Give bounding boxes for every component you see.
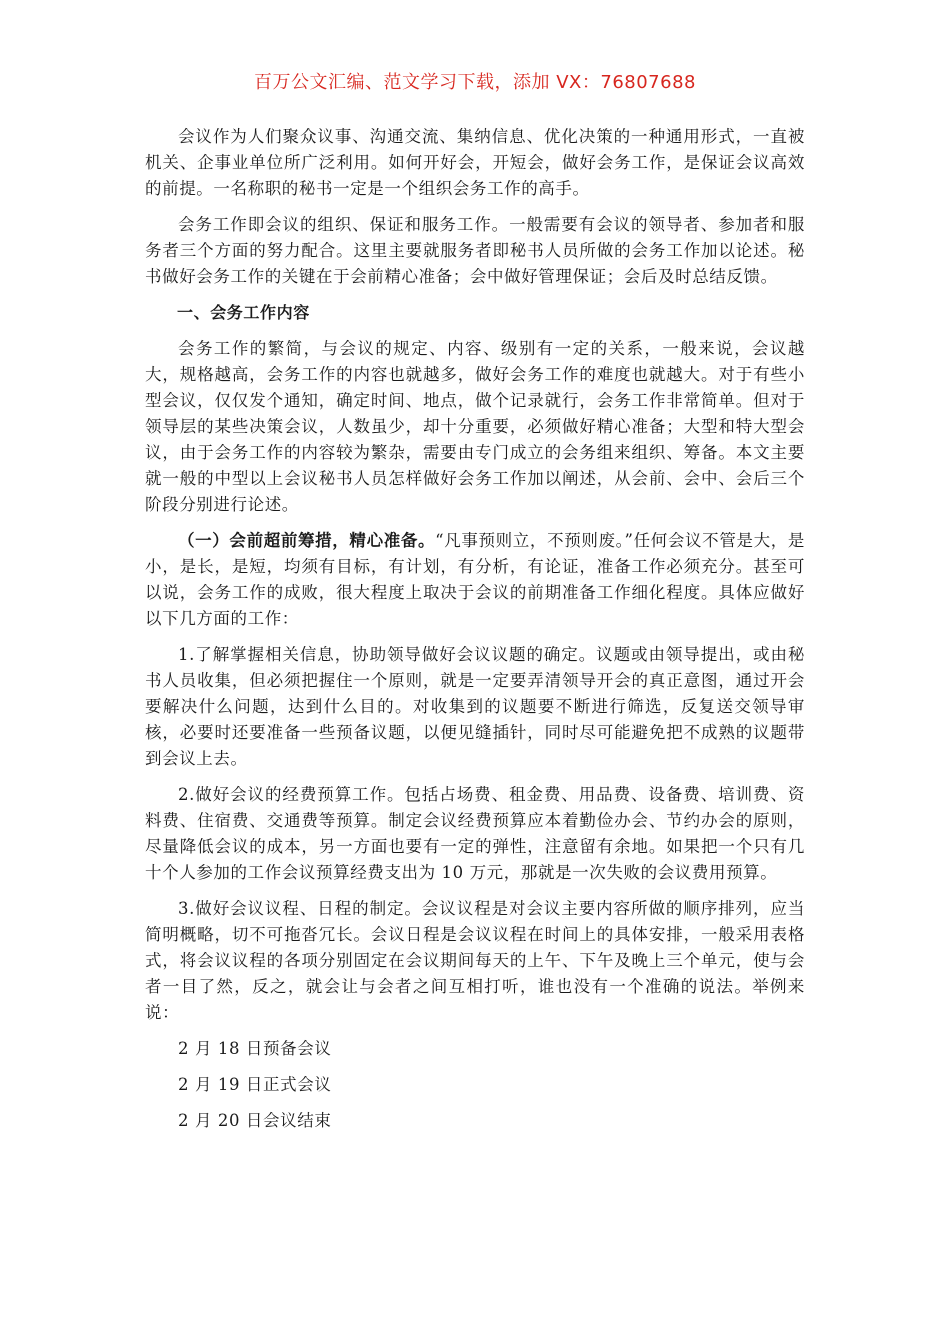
schedule-list	[145, 1036, 805, 1134]
paragraph-definition: 会务工作即会议的组织、保证和服务工作。一般需要有会议的领导者、参加者和服务者三个方面的努力配合。这里主要就服务者即秘书人员所做的会务工作加以论述。秘书做好会务工作的关键在于会前精心准备；会中做好管理保证；会后及时总结反馈。	[145, 215, 805, 286]
section-heading-1: 一、会务工作内容	[177, 303, 310, 322]
article-body	[145, 124, 805, 1144]
paragraph-item-3: 3.做好会议议程、日程的制定。会议议程是对会议主要内容所做的顺序排列，应当简明概略，切不可拖沓冗长。会议日程是会议议程在时间上的具体安排，一般采用表格式，将会议议程的各项分别固定在会议期间每天的上午、下午及晚上三个单元，使与会者一目了然，反之，就会让与会者之间互相打听，谁也没有一个准确的说法。举例来说：	[145, 899, 805, 1022]
paragraph-preparation-text: “凡事预则立，不预则废。”任何会议不管是大，是小，是长，是短，均须有目标，有计划，有分析，有论证，准备工作必须充分。甚至可以说，会务工作的成败，很大程度上取决于会议的前期准备工作细化程度。具体应做好以下几方面的工作：	[145, 531, 805, 628]
schedule-item-day-3: 2 月 20 日会议结束	[178, 1111, 332, 1130]
schedule-item-day-1: 2 月 18 日预备会议	[178, 1039, 332, 1058]
paragraph-preparation	[145, 528, 805, 632]
paragraph-item-1: 1.了解掌握相关信息，协助领导做好会议议题的确定。议题或由领导提出，或由秘书人员收集，但必须把握住一个原则，就是一定要弄清领导开会的真正意图，通过开会要解决什么问题，达到什么目的。对收集到的议题要不断进行筛选，反复送交领导审核，必要时还要准备一些预备议题，以便见缝插针，同时尽可能避免把不成熟的议题带到会议上去。	[145, 645, 805, 768]
schedule-item-day-2: 2 月 19 日正式会议	[178, 1075, 332, 1094]
download-banner: 百万公文汇编、范文学习下载，添加 VX：76807688	[254, 72, 696, 93]
paragraph-intro: 会议作为人们聚众议事、沟通交流、集纳信息、优化决策的一种通用形式，一直被机关、企事业单位所广泛利用。如何开好会，开短会，做好会务工作，是保证会议高效的前提。一名称职的秘书一定是一个组织会务工作的高手。	[145, 127, 805, 198]
subsection-heading-1: （一）会前超前筹措，精心准备。	[178, 531, 436, 550]
paragraph-item-2: 2.做好会议的经费预算工作。包括占场费、租金费、用品费、设备费、培训费、资料费、住宿费、交通费等预算。制定会议经费预算应本着勤俭办会、节约办会的原则，尽量降低会议的成本，另一方面也要有一定的弹性，注意留有余地。如果把一个只有几十个人参加的工作会议预算经费支出为 10 万元，那就是一次失败的会议费用预算。	[145, 785, 805, 882]
paragraph-complexity: 会务工作的繁简，与会议的规定、内容、级别有一定的关系，一般来说，会议越大，规格越高，会务工作的内容也就越多，做好会务工作的难度也就越大。对于有些小型会议，仅仅发个通知，确定时间、地点，做个记录就行，会务工作非常简单。但对于领导层的某些决策会议，人数虽少，却十分重要，必须做好精心准备；大型和特大型会议，由于会务工作的内容较为繁杂，需要由专门成立的会务组来组织、筹备。本文主要就一般的中型以上会议秘书人员怎样做好会务工作加以阐述，从会前、会中、会后三个阶段分别进行论述。	[145, 339, 805, 514]
